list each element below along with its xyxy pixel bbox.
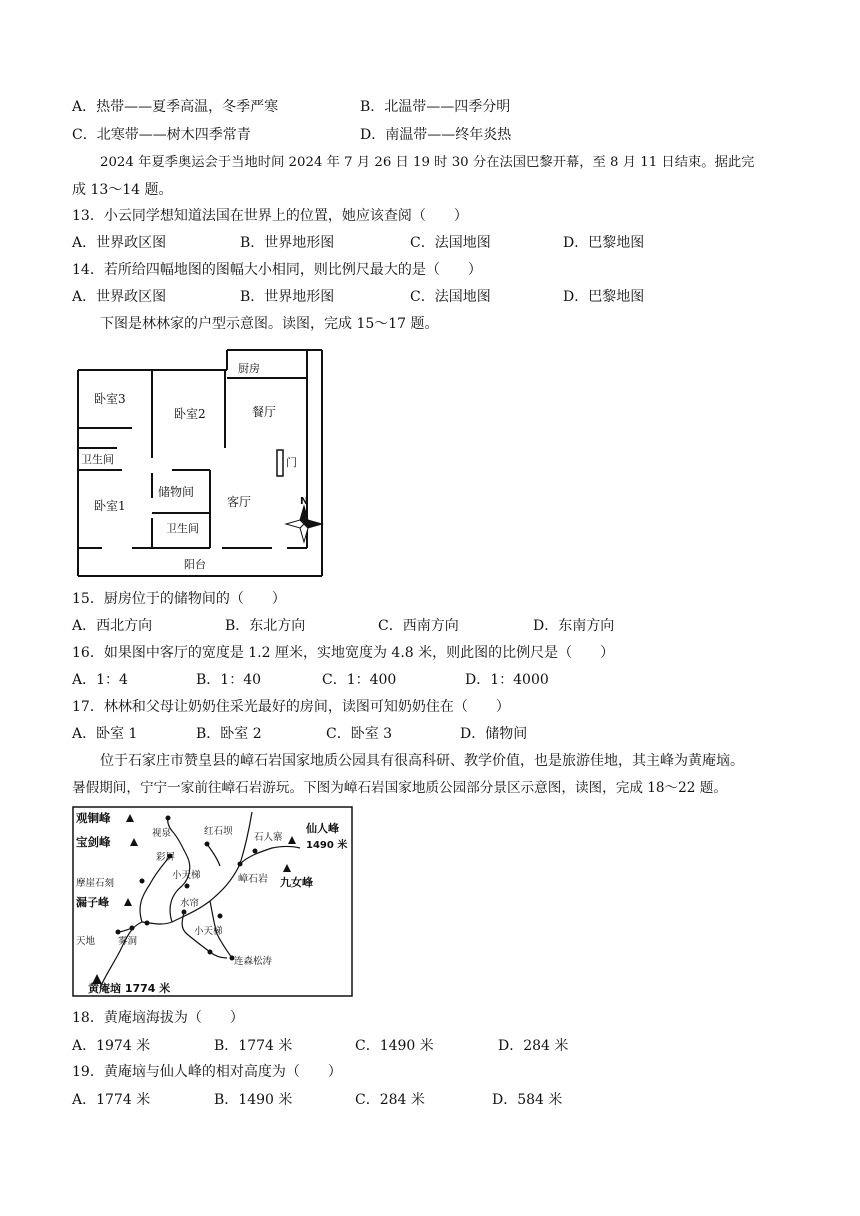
- q12-option-a: A．热带——夏季高温，冬季严寒: [72, 99, 279, 115]
- compass-north-label: N: [300, 496, 309, 507]
- map-xiaotianti1-label: 小天梯: [172, 870, 201, 881]
- q19-option-b: B．1490 米: [214, 1092, 293, 1108]
- map-baojian-label: 宝剑峰: [76, 835, 111, 849]
- map-jiunv-label: 九女峰: [280, 876, 313, 889]
- map-louzi-label: 漏子峰: [76, 896, 109, 909]
- map-guantong-label: 观铜峰: [76, 811, 111, 825]
- q13-option-b: B．世界地形图: [240, 235, 335, 251]
- intro-18-22-line1: 位于石家庄市赞皇县的嶂石岩国家地质公园具有很高科研、教学价值，也是旅游佳地，其主峰为黄庵垴。: [100, 753, 744, 769]
- q12-option-c: C．北寒带——树木四季常青: [72, 127, 251, 143]
- q16-option-c: C．1：400: [322, 672, 397, 688]
- map-huangan-label: 黄庵垴 1774 米: [88, 982, 171, 995]
- q14-option-c: C．法国地图: [410, 289, 491, 305]
- map-xiaotianti2-label: 小天梯: [194, 926, 223, 937]
- q13-option-c: C．法国地图: [410, 235, 491, 251]
- map-xianren-label: 仙人峰: [306, 822, 339, 835]
- floor-bedroom3-label: 卧室3: [94, 392, 126, 406]
- floor-bedroom1-label: 卧室1: [94, 499, 126, 513]
- q19-stem: 19．黄庵垴与仙人峰的相对高度为（ ）: [72, 1064, 342, 1080]
- map-tianchi-label: 天地: [76, 936, 96, 947]
- floor-kitchen-label: 厨房: [238, 362, 260, 375]
- floor-bathroom1-label: 卫生间: [81, 453, 114, 466]
- q15-option-a: A．西北方向: [72, 618, 153, 634]
- floor-storage-label: 储物间: [158, 485, 195, 499]
- q16-option-a: A．1：4: [72, 672, 128, 688]
- q18-option-c: C．1490 米: [355, 1038, 434, 1054]
- intro-15-17: 下图是林林家的户型示意图。读图，完成 15～17 题。: [100, 316, 439, 332]
- q16-option-b: B．1：40: [196, 672, 262, 688]
- q14-option-d: D．巴黎地图: [563, 289, 645, 305]
- q17-option-c: C．卧室 3: [326, 726, 393, 742]
- q19-option-c: C．284 米: [355, 1092, 425, 1108]
- q19-option-a: A．1774 米: [72, 1092, 151, 1108]
- q18-option-b: B．1774 米: [214, 1038, 293, 1054]
- map-liansongtao-label: 连森松涛: [234, 956, 273, 967]
- q15-option-b: B．东北方向: [225, 618, 306, 634]
- intro-13-14-line1: 2024 年夏季奥运会于当地时间 2024 年 7 月 26 日 19 时 30 分在法国巴黎开幕，至 8 月 11 日结束。据此完: [100, 155, 755, 170]
- intro-18-22-line2: 暑假期间，宁宁一家前往嶂石岩游玩。下图为嶂石岩国家地质公园部分景区示意图，读图，完成 18～22 题。: [72, 780, 727, 796]
- map-zhangshiyan-label: 嶂石岩: [238, 874, 268, 885]
- scenic-map-figure: [72, 806, 354, 998]
- q15-option-c: C．西南方向: [378, 618, 459, 634]
- intro-13-14-line2: 成 13～14 题。: [72, 182, 173, 198]
- map-shirenzhai-label: 石人寨: [254, 832, 283, 843]
- q12-option-d: D．南温带——终年炎热: [360, 127, 512, 143]
- map-xianren-altitude: 1490 米: [306, 840, 348, 851]
- q13-option-d: D．巴黎地图: [563, 235, 645, 251]
- floor-plan-figure: [72, 348, 332, 580]
- q16-stem: 16．如果图中客厅的宽度是 1.2 厘米，实地宽度为 4.8 米，则此图的比例尺是（ ）: [72, 645, 615, 661]
- q15-option-d: D．东南方向: [533, 618, 615, 634]
- q14-option-a: A．世界政区图: [72, 289, 167, 305]
- floor-bedroom2-label: 卧室2: [174, 407, 206, 421]
- q17-option-b: B．卧室 2: [196, 726, 262, 742]
- q12-option-b: B．北温带——四季分明: [360, 99, 511, 115]
- q15-stem: 15．厨房位于的储物间的（ ）: [72, 591, 286, 607]
- map-moyan-label: 摩崖石刻: [76, 878, 115, 889]
- q18-stem: 18．黄庵垴海拔为（ ）: [72, 1010, 244, 1026]
- q18-option-a: A．1974 米: [72, 1038, 151, 1054]
- map-shuilian-label: 水帘: [180, 898, 200, 909]
- floor-balcony-label: 阳台: [184, 558, 206, 571]
- map-wudong-label: 雾洞: [118, 936, 138, 947]
- map-caiping-label: 彩屏: [156, 852, 176, 863]
- q17-option-d: D．储物间: [460, 726, 528, 742]
- q14-stem: 14．若所给四幅地图的图幅大小相同，则比例尺最大的是（ ）: [72, 262, 482, 278]
- map-hongshiba-label: 红石坝: [204, 826, 233, 837]
- q14-option-b: B．世界地形图: [240, 289, 335, 305]
- map-shiquan-label: 视泉: [152, 828, 172, 839]
- floor-dining-label: 餐厅: [252, 405, 277, 419]
- q19-option-d: D．584 米: [492, 1092, 563, 1108]
- q17-option-a: A．卧室 1: [72, 726, 138, 742]
- q17-stem: 17．林林和父母让奶奶住采光最好的房间，读图可知奶奶住在（ ）: [72, 699, 510, 715]
- floor-bathroom2-label: 卫生间: [166, 522, 199, 535]
- q13-option-a: A．世界政区图: [72, 235, 167, 251]
- q13-stem: 13．小云同学想知道法国在世界上的位置，她应该查阅（ ）: [72, 208, 468, 224]
- q16-option-d: D．1：4000: [465, 672, 549, 688]
- q18-option-d: D．284 米: [498, 1038, 569, 1054]
- floor-living-label: 客厅: [227, 495, 252, 509]
- floor-door-label: 门: [286, 456, 297, 469]
